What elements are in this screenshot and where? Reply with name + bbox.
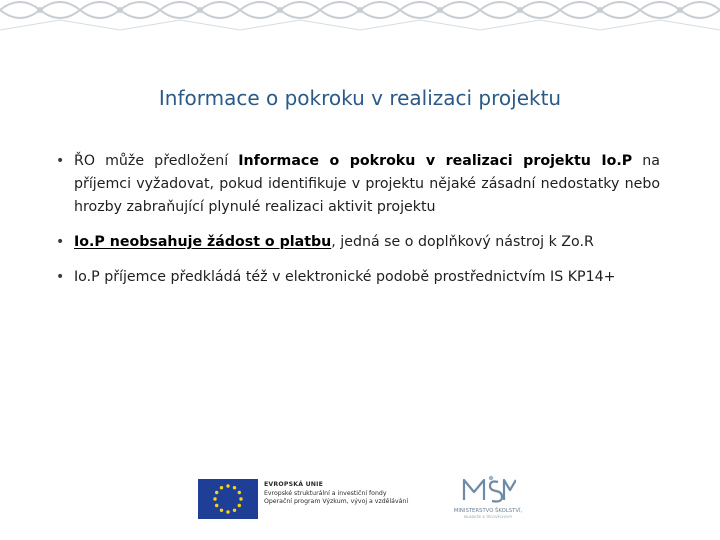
- bullet-point-icon: •: [56, 234, 65, 250]
- eu-logo-title: EVROPSKÁ UNIE: [264, 481, 324, 488]
- header-decorative-band: [0, 0, 720, 36]
- bullet-emphasis: Io.P neobsahuje žádost o platbu: [74, 234, 332, 250]
- bullet-text-part: , jedná se o doplňkový nástroj k Zo.R: [331, 234, 594, 250]
- msmt-logo: [448, 474, 528, 518]
- eu-logo-line2: Operační program Výzkum, vývoj a vzdělávání: [264, 498, 409, 506]
- eu-flag-icon: [198, 479, 258, 519]
- bullet-text-part: Io.P příjemce předkládá též v elektronické podobě prostřednictvím IS KP14+: [74, 269, 616, 285]
- bullet-text-part: na příjemci vyžadovat, pokud identifikuje v projektu nějaké zásadní nedostatky nebo hrozby zabraňující plynulé realizaci aktivit projektu: [74, 153, 660, 215]
- bullet-list: [56, 150, 660, 301]
- header-pattern-icon: [0, 0, 720, 36]
- msmt-logo-subtitle: MLÁDEŽE A TĚLOVÝCHOVY: [463, 515, 513, 519]
- bullet-item: [56, 150, 660, 219]
- slide-title: Informace o pokroku v realizaci projektu: [158, 86, 562, 110]
- bullet-point-icon: •: [56, 153, 65, 169]
- bullet-item: [56, 266, 660, 289]
- bullet-text-part: ŘO může předložení: [74, 153, 239, 169]
- bullet-emphasis: Informace o pokroku v realizaci projektu Io.P: [238, 153, 633, 169]
- msmt-logo-icon: [460, 474, 516, 506]
- bullet-point-icon: •: [56, 269, 65, 285]
- eu-logo-line1: Evropské strukturální a investiční fondy: [264, 489, 387, 497]
- eu-logo-text: [264, 481, 449, 507]
- bullet-item: [56, 231, 660, 254]
- footer-logos: [0, 478, 720, 522]
- msmt-logo-name: MINISTERSTVO ŠKOLSTVÍ,: [453, 508, 523, 514]
